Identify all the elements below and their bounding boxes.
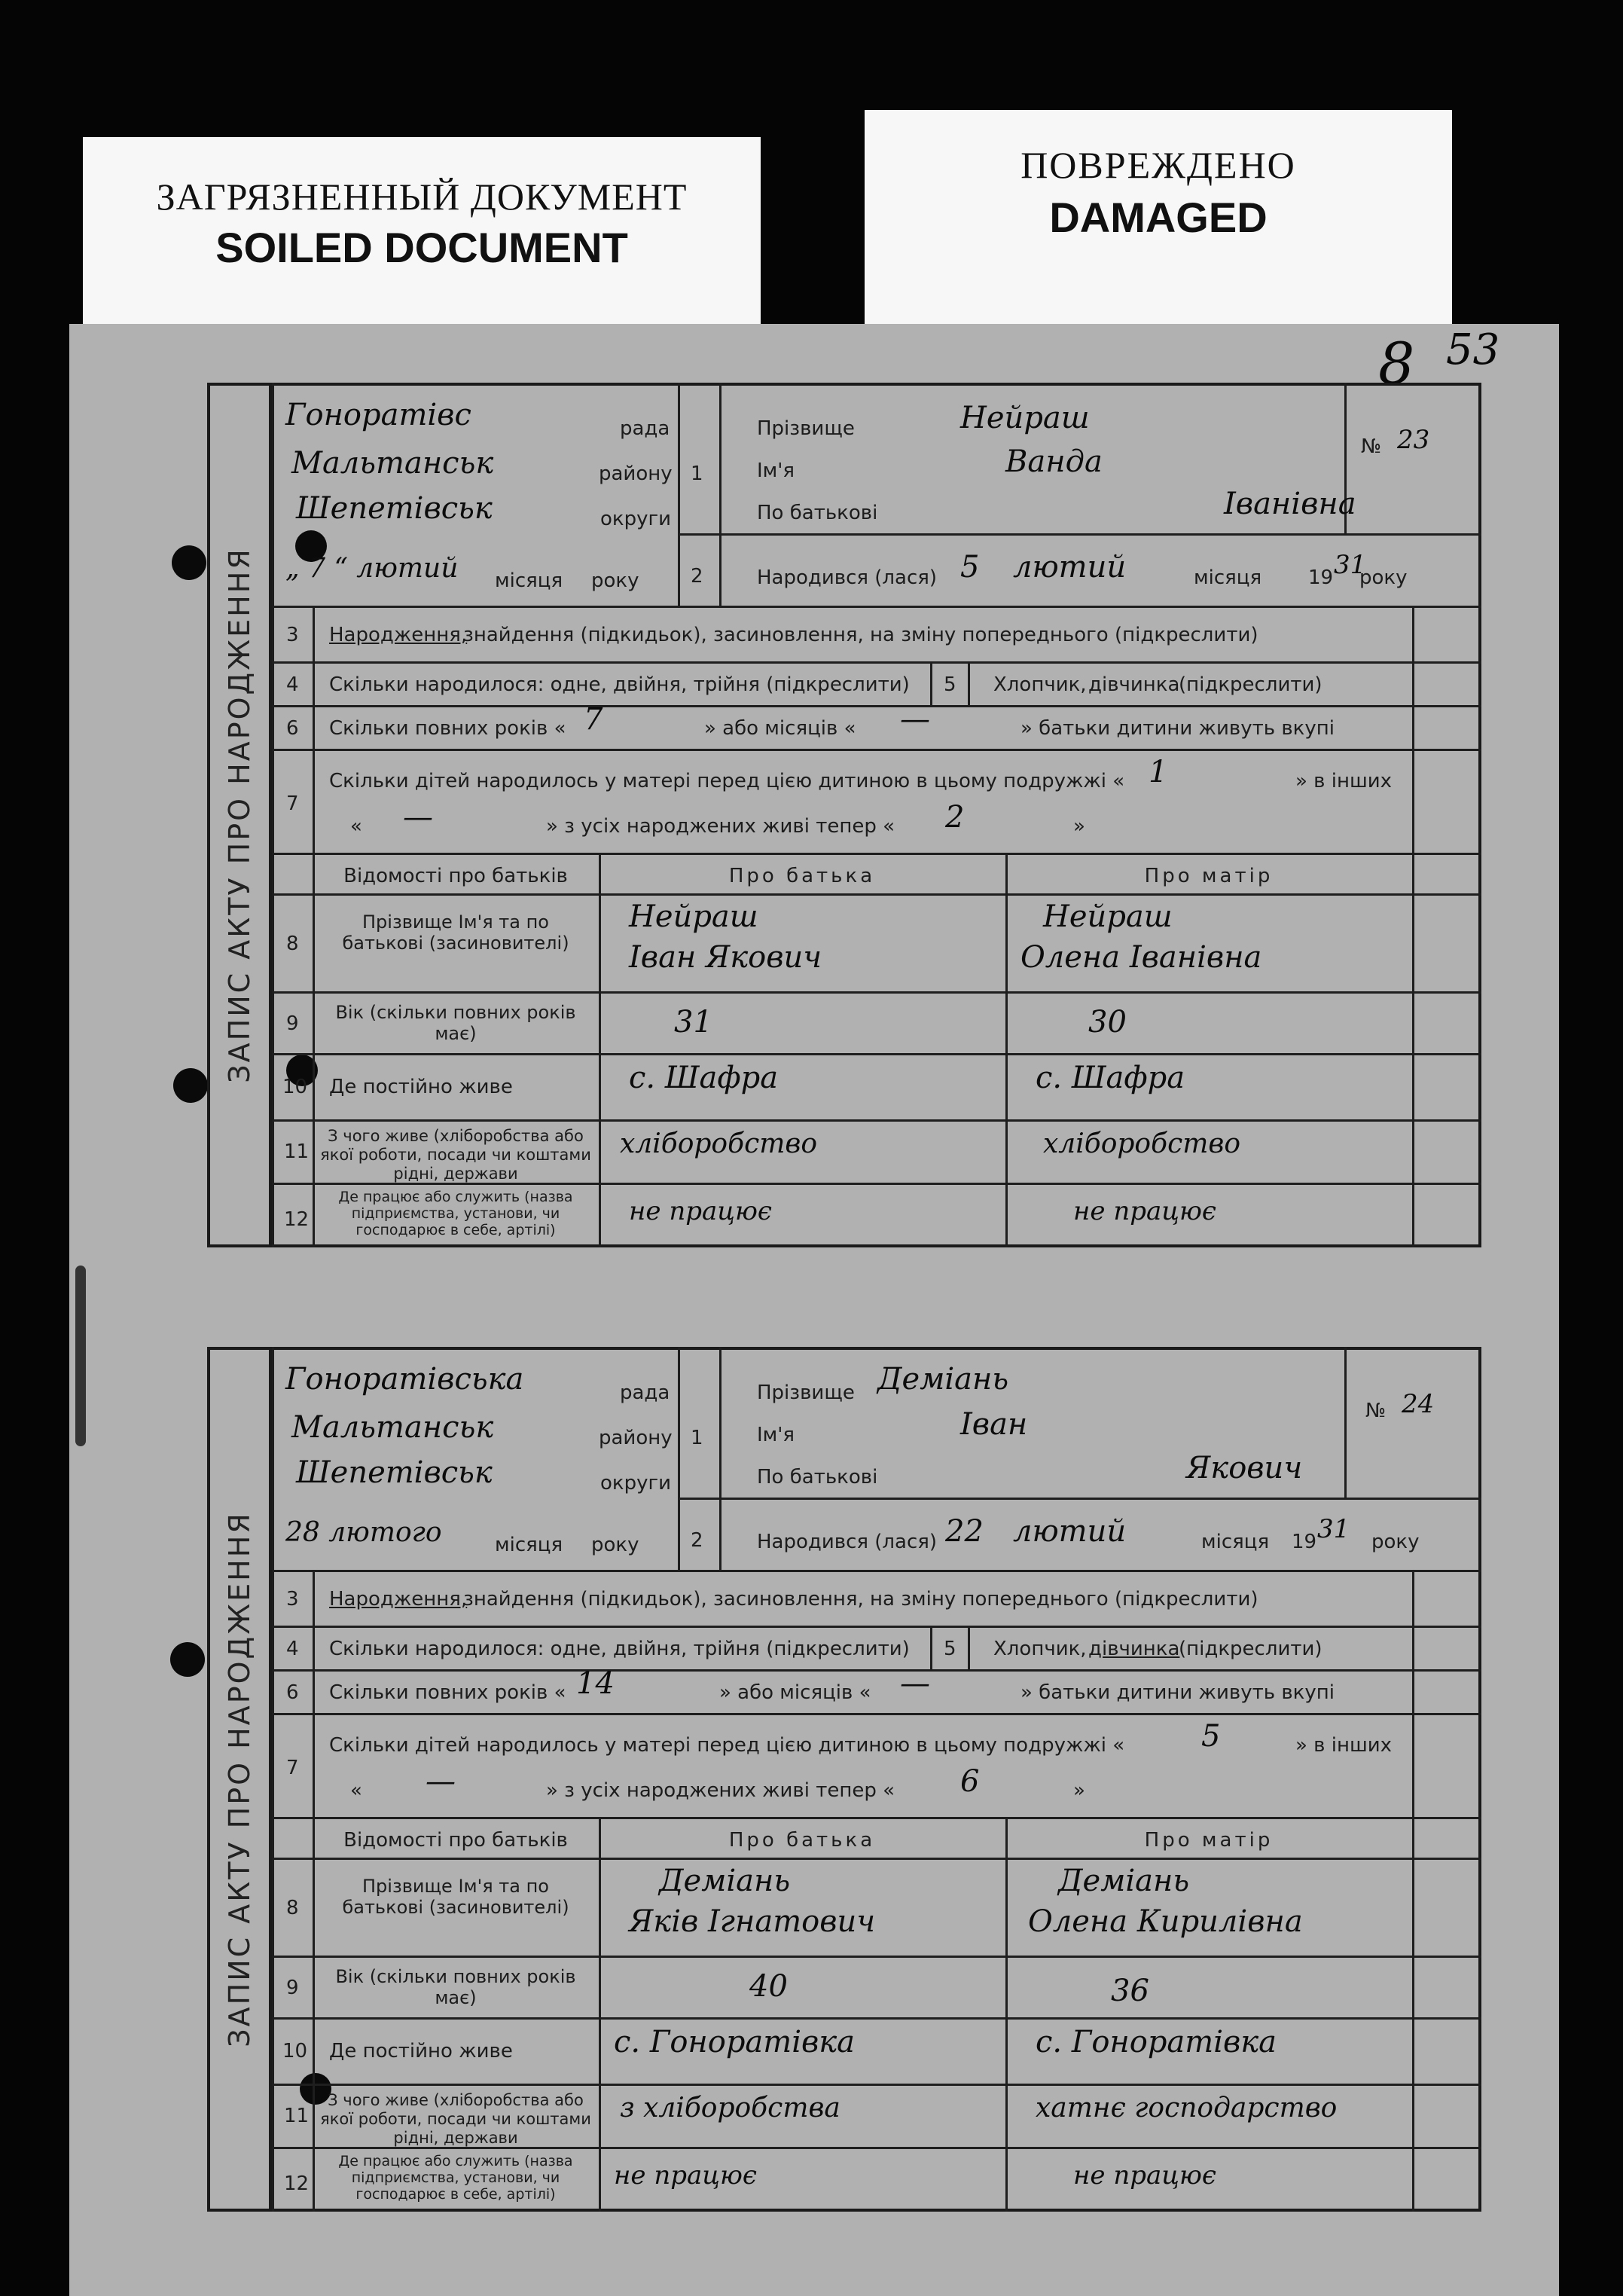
row-number-8: 8 <box>286 933 299 955</box>
father-header: Про батька <box>728 1829 876 1852</box>
record-number-label: № <box>1361 435 1382 458</box>
row7-other-label: » в інших <box>1295 1734 1393 1757</box>
row11-label: З чого живе (хліборобства або якої роботи, посади чи коштами рідні, держави <box>320 1127 591 1183</box>
row-number-6: 6 <box>286 717 299 740</box>
mother-living-value: хліборобство <box>1043 1128 1241 1159</box>
surname-label: Прізвище <box>757 417 855 440</box>
mother-age-value: 30 <box>1088 1005 1127 1040</box>
registration-year-label: року <box>591 1534 639 1556</box>
rayon-label: району <box>599 463 673 485</box>
row-number-6: 6 <box>286 1681 299 1704</box>
child-patronymic-value: Якович <box>1186 1451 1303 1485</box>
damaged-label-en: DAMAGED <box>1049 194 1268 241</box>
row-number-7: 7 <box>286 792 299 815</box>
child-name-value: Ванда <box>1005 444 1103 479</box>
row7-close-quote: » <box>1073 1779 1085 1802</box>
birth-record-form-2 <box>207 1347 1481 2212</box>
born-year-prefix: 19 <box>1308 566 1334 589</box>
born-day-value: 22 <box>945 1514 984 1549</box>
record-number-label: № <box>1365 1400 1387 1422</box>
row-number-9: 9 <box>286 1977 299 1999</box>
row6-together-label: » батьки дитини живуть вкупі <box>1020 717 1335 740</box>
row8-label: Прізвище Ім'я та по батькові (засиновителі) <box>342 911 569 954</box>
row6-together-label: » батьки дитини живуть вкупі <box>1020 1681 1335 1704</box>
row7-other-label: » в інших <box>1295 770 1393 792</box>
rayon-value: Мальтанськ <box>291 1410 494 1445</box>
row-number-10: 10 <box>282 1076 308 1098</box>
registration-month-label: місяця <box>495 1534 563 1556</box>
row5-label: (підкреслити) <box>1179 673 1323 696</box>
born-year-prefix: 19 <box>1292 1531 1317 1553</box>
sheet-number: 8 <box>1378 330 1415 397</box>
parents-header: Відомості про батьків <box>343 865 568 887</box>
alive-now-value: 2 <box>945 800 965 835</box>
row5-boy: Хлопчик, <box>993 1638 1087 1660</box>
born-day-value: 5 <box>960 550 980 585</box>
mother-work-value: не працює <box>1073 1196 1216 1226</box>
father-residence-value: с. Шафра <box>629 1061 779 1095</box>
row11-label: З чого живе (хліборобства або якої роботи, посади чи коштами рідні, держави <box>320 2091 591 2147</box>
mother-work-value: не працює <box>1073 2160 1216 2191</box>
row5-boy: Хлопчик, <box>993 673 1087 696</box>
okruh-label: округи <box>600 508 672 530</box>
surname-label: Прізвище <box>757 1382 855 1404</box>
father-name-value: Яків Ігнатович <box>629 1904 876 1939</box>
children-before-value: 5 <box>1201 1719 1221 1754</box>
mother-name-value: Олена Іванівна <box>1020 940 1262 975</box>
row3-birth-underlined: Народження, <box>329 1588 468 1611</box>
row12-label: Де працює або служить (назва підприємства, установи, чи господарює в себе, артілі) <box>338 1189 573 1238</box>
punch-hole <box>170 1642 205 1677</box>
row-number-10: 10 <box>282 2040 308 2062</box>
born-month-label: місяця <box>1194 566 1262 589</box>
row5-girl-underlined: дівчинка <box>1088 1638 1180 1660</box>
row-number-2: 2 <box>691 565 703 588</box>
rada-value: Гоноратівс <box>285 398 471 432</box>
child-surname-value: Нейраш <box>960 401 1090 435</box>
name-label: Ім'я <box>757 460 795 482</box>
registration-month-label: місяця <box>495 569 563 592</box>
mother-name-value: Олена Кирилівна <box>1028 1904 1303 1939</box>
binding-mark <box>75 1266 86 1446</box>
other-marriages-value: — <box>426 1764 456 1799</box>
mother-age-value: 36 <box>1111 1974 1149 2008</box>
row5-label: (підкреслити) <box>1179 1638 1323 1660</box>
father-residence-value: с. Гоноратівка <box>614 2025 856 2059</box>
years-together-value: 14 <box>576 1666 615 1701</box>
child-patronymic-value: Іванівна <box>1224 487 1356 521</box>
rayon-value: Мальтанськ <box>291 446 494 481</box>
row7-children-label: Скільки дітей народилось у матері перед цією дитиною в цьому подружжі « <box>329 770 1125 792</box>
children-before-value: 1 <box>1149 755 1168 789</box>
mother-residence-value: с. Гоноратівка <box>1036 2025 1277 2059</box>
row-number-9: 9 <box>286 1012 299 1035</box>
soiled-label-ru: ЗАГРЯЗНЕННЫЙ ДОКУМЕНТ <box>156 176 688 218</box>
row7-alive-label: » з усіх народжених живі тепер « <box>546 1779 895 1802</box>
sheet-number-old: 53 <box>1446 325 1500 374</box>
child-surname-value: Деміань <box>877 1362 1009 1397</box>
patronymic-label: По батькові <box>757 502 878 524</box>
form-side-title: ЗАПИС АКТУ ПРО НАРОДЖЕННЯ <box>207 383 272 1247</box>
other-marriages-value: — <box>403 800 433 835</box>
child-name-value: Іван <box>960 1407 1028 1442</box>
row-number-12: 12 <box>284 1208 310 1231</box>
mother-header: Про матір <box>1144 865 1274 887</box>
row7-open-quote: « <box>350 1779 362 1802</box>
born-year-value: 31 <box>1334 550 1367 580</box>
damaged-document-label <box>865 110 1452 334</box>
row-number-5: 5 <box>944 673 956 696</box>
born-year-value: 31 <box>1317 1514 1350 1544</box>
registration-year-label: року <box>591 569 639 592</box>
born-label: Народився (лася) <box>757 1531 938 1553</box>
row9-label: Вік (скільки повних років має) <box>335 1002 576 1044</box>
mother-header: Про матір <box>1144 1829 1274 1852</box>
row-number-8: 8 <box>286 1897 299 1919</box>
born-month-label: місяця <box>1201 1531 1270 1553</box>
row3-birth-underlined: Народження, <box>329 624 468 646</box>
born-month-value: лютий <box>1013 1514 1127 1549</box>
row10-label: Де постійно живе <box>329 1076 513 1098</box>
patronymic-label: По батькові <box>757 1466 878 1488</box>
row-number-12: 12 <box>284 2172 310 2195</box>
mother-residence-value: с. Шафра <box>1036 1061 1185 1095</box>
row12-label: Де працює або служить (назва підприємства, установи, чи господарює в себе, артілі) <box>338 2153 573 2203</box>
name-label: Ім'я <box>757 1424 795 1446</box>
row6-months-label: » або місяців « <box>719 1681 871 1704</box>
rada-value: Гоноратівська <box>285 1362 524 1397</box>
row7-alive-label: » з усіх народжених живі тепер « <box>546 815 895 838</box>
okruh-label: округи <box>600 1472 672 1495</box>
born-month-value: лютий <box>1013 550 1127 585</box>
row6-years-label: Скільки повних років « <box>329 717 566 740</box>
record-number-value: 24 <box>1402 1389 1435 1419</box>
registration-day-value: 28 лютого <box>285 1517 442 1548</box>
mother-surname-value: Нейраш <box>1043 899 1173 934</box>
row-number-11: 11 <box>284 2105 310 2127</box>
mother-surname-value: Деміань <box>1058 1864 1190 1898</box>
months-together-value: — <box>900 702 930 737</box>
rada-label: рада <box>620 1382 670 1404</box>
father-work-value: не працює <box>614 2160 757 2191</box>
row-number-4: 4 <box>286 1638 299 1660</box>
mother-living-value: хатнє господарство <box>1036 2093 1338 2123</box>
row7-close-quote: » <box>1073 815 1085 838</box>
row10-label: Де постійно живе <box>329 2040 513 2062</box>
father-name-value: Іван Якович <box>629 940 822 975</box>
okruh-value: Шепетівськ <box>296 1455 493 1490</box>
row-number-2: 2 <box>691 1529 703 1552</box>
damaged-label-ru: ПОВРЕЖДЕНО <box>1020 144 1296 186</box>
years-together-value: 7 <box>584 702 603 737</box>
father-living-value: з хліборобства <box>620 2093 840 2123</box>
row-number-1: 1 <box>691 463 703 485</box>
row-number-1: 1 <box>691 1427 703 1449</box>
row4-label: Скільки народилося: одне, двійня, трійня (підкреслити) <box>329 1638 910 1660</box>
row8-label: Прізвище Ім'я та по батькові (засиновителі) <box>342 1876 569 1918</box>
punch-hole <box>173 1068 208 1103</box>
row-number-3: 3 <box>286 624 299 646</box>
row7-children-label: Скільки дітей народилось у матері перед цією дитиною в цьому подружжі « <box>329 1734 1125 1757</box>
father-age-value: 31 <box>674 1005 712 1040</box>
rada-label: рада <box>620 417 670 440</box>
okruh-value: Шепетівськ <box>296 491 493 526</box>
row3-label: знайдення (підкидьок), засиновлення, на зміну попереднього (підкреслити) <box>463 1588 1258 1611</box>
row-number-7: 7 <box>286 1757 299 1779</box>
row4-label: Скільки народилося: одне, двійня, трійня (підкреслити) <box>329 673 910 696</box>
father-living-value: хліборобство <box>620 1128 818 1159</box>
punch-hole <box>172 545 206 580</box>
father-header: Про батька <box>728 865 876 887</box>
born-label: Народився (лася) <box>757 566 938 589</box>
father-surname-value: Деміань <box>659 1864 791 1898</box>
father-work-value: не працює <box>629 1196 772 1226</box>
registration-day-value: „ 7 “ лютий <box>285 553 459 584</box>
row-number-4: 4 <box>286 673 299 696</box>
form-side-title: ЗАПИС АКТУ ПРО НАРОДЖЕННЯ <box>207 1347 272 2212</box>
parents-header: Відомості про батьків <box>343 1829 568 1852</box>
row5-girl: дівчинка <box>1088 673 1180 696</box>
birth-record-form-1 <box>207 383 1481 1247</box>
row3-label: знайдення (підкидьок), засиновлення, на зміну попереднього (підкреслити) <box>463 624 1258 646</box>
row7-open-quote: « <box>350 815 362 838</box>
months-together-value: — <box>900 1666 930 1701</box>
father-surname-value: Нейраш <box>629 899 758 934</box>
born-year-label: року <box>1359 566 1408 589</box>
born-year-label: року <box>1371 1531 1420 1553</box>
record-number-value: 23 <box>1397 425 1430 455</box>
father-age-value: 40 <box>749 1969 788 2004</box>
row-number-3: 3 <box>286 1588 299 1611</box>
row6-years-label: Скільки повних років « <box>329 1681 566 1704</box>
rayon-label: району <box>599 1427 673 1449</box>
soiled-label-en: SOILED DOCUMENT <box>215 224 628 271</box>
row-number-11: 11 <box>284 1140 310 1163</box>
soiled-document-label <box>83 137 761 331</box>
row9-label: Вік (скільки повних років має) <box>335 1966 576 2008</box>
row6-months-label: » або місяців « <box>704 717 856 740</box>
row-number-5: 5 <box>944 1638 956 1660</box>
alive-now-value: 6 <box>960 1764 980 1799</box>
